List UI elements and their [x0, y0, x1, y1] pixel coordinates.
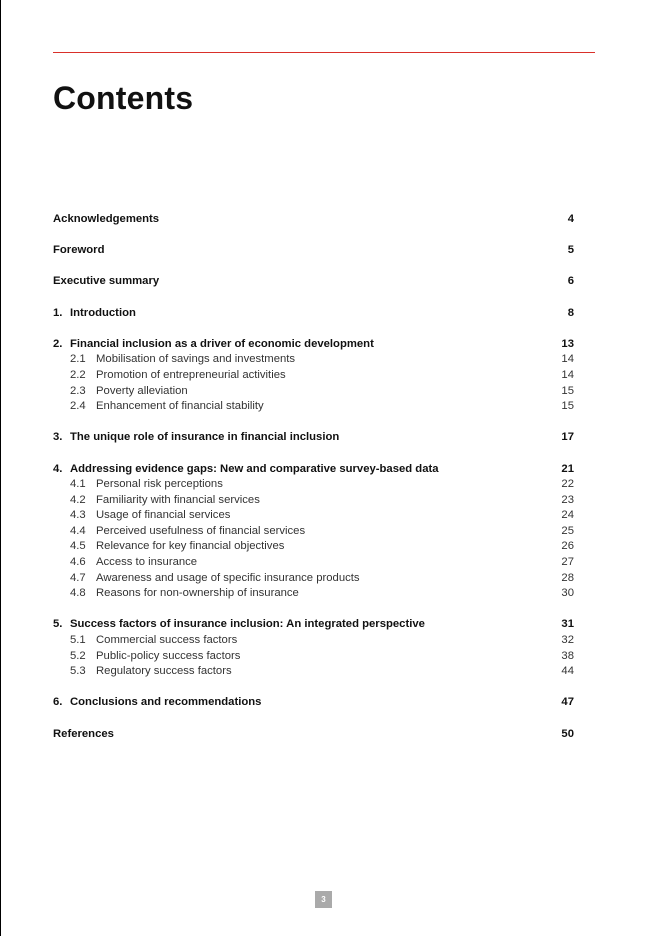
toc-entry-label: References: [53, 727, 114, 740]
toc-subentry-number: 4.7: [70, 571, 86, 584]
toc-subentry-number: 4.4: [70, 524, 86, 537]
toc-subentry-4-1[interactable]: [53, 477, 574, 493]
toc-subentry-4-8[interactable]: [53, 586, 574, 602]
toc-entry-page: 13: [561, 337, 574, 350]
toc-subentry-5-2[interactable]: [53, 649, 574, 665]
toc-entry-label: Foreword: [53, 244, 105, 257]
toc-entry-chapter-2[interactable]: [53, 337, 574, 353]
toc-subentry-label: Access to insurance: [96, 556, 198, 569]
toc-subentry-4-2[interactable]: [53, 493, 574, 509]
toc-subentry-page: 14: [561, 368, 574, 381]
toc-entry-label: Executive summary: [53, 275, 160, 288]
toc-subentry-number: 2.4: [70, 400, 86, 413]
toc-entry-page: 47: [561, 696, 574, 709]
toc-entry-number: 3.: [53, 431, 63, 444]
toc-subentry-label: Usage of financial services: [96, 509, 231, 522]
toc-subentry-page: 25: [561, 524, 574, 537]
top-rule-divider: [53, 52, 595, 53]
toc-entry-executive-summary[interactable]: [53, 274, 574, 290]
toc-entry-label: Acknowledgements: [53, 213, 160, 225]
toc-entry-page: 50: [561, 727, 574, 740]
toc-entry-label: Addressing evidence gaps: New and comparative survey-based data: [70, 462, 439, 475]
toc-subentry-5-3[interactable]: [53, 664, 574, 680]
toc-entry-label: Financial inclusion as a driver of economic development: [70, 337, 374, 350]
toc-subentry-number: 5.2: [70, 649, 86, 662]
toc-subentry-label: Poverty alleviation: [96, 384, 188, 397]
toc-entry-number: 4.: [53, 462, 63, 475]
toc-entry-page: 21: [561, 462, 574, 475]
toc-entry-page: 31: [561, 618, 574, 631]
toc-subentry-label: Mobilisation of savings and investments: [96, 353, 296, 366]
toc-subentry-5-1[interactable]: [53, 633, 574, 649]
toc-subentry-2-2[interactable]: [53, 368, 574, 384]
toc-entry-label: The unique role of insurance in financial inclusion: [70, 431, 340, 444]
toc-subentry-label: Personal risk perceptions: [96, 478, 223, 491]
toc-subentry-page: 15: [561, 384, 574, 397]
toc-subentry-label: Promotion of entrepreneurial activities: [96, 368, 286, 381]
page-number-badge: 3: [315, 891, 332, 908]
toc-subentry-label: Reasons for non-ownership of insurance: [96, 587, 299, 600]
toc-subentry-page: 38: [561, 649, 574, 662]
toc-subentry-page: 26: [561, 540, 574, 553]
toc-subentry-page: 44: [561, 665, 574, 678]
toc-subentry-label: Commercial success factors: [96, 634, 238, 647]
toc-entry-page: 4: [567, 213, 574, 225]
toc-entry-chapter-5[interactable]: [53, 617, 574, 633]
toc-entry-chapter-6[interactable]: [53, 695, 574, 711]
page-left-border: [0, 0, 1, 936]
toc-subentry-number: 4.8: [70, 587, 86, 600]
toc-subentry-4-3[interactable]: [53, 508, 574, 524]
toc-subentry-number: 5.1: [70, 634, 86, 647]
toc-subentry-number: 2.3: [70, 384, 86, 397]
toc-subentry-page: 22: [561, 478, 574, 491]
toc-subentry-label: Familiarity with financial services: [96, 493, 260, 506]
toc-subentry-label: Relevance for key financial objectives: [96, 540, 285, 553]
toc-subentry-label: Regulatory success factors: [96, 665, 232, 678]
toc-subentry-4-6[interactable]: [53, 555, 574, 571]
toc-subentry-page: 27: [561, 556, 574, 569]
toc-entry-label: Conclusions and recommendations: [70, 696, 262, 709]
toc-entry-number: 5.: [53, 618, 63, 631]
toc-subentry-number: 4.6: [70, 556, 86, 569]
toc-subentry-2-4[interactable]: [53, 399, 574, 415]
toc-subentry-2-1[interactable]: [53, 352, 574, 368]
toc-entry-number: 2.: [53, 337, 63, 350]
toc-subentry-number: 2.2: [70, 368, 86, 381]
toc-subentry-page: 15: [561, 400, 574, 413]
toc-entry-introduction[interactable]: [53, 306, 574, 322]
toc-entry-number: 1.: [53, 306, 63, 319]
toc-subentry-number: 4.1: [70, 478, 86, 491]
toc-subentry-4-5[interactable]: [53, 539, 574, 555]
toc-subentry-page: 28: [561, 571, 574, 584]
toc-subentry-label: Public-policy success factors: [96, 649, 241, 662]
toc-subentry-4-4[interactable]: [53, 524, 574, 540]
toc-subentry-label: Enhancement of financial stability: [96, 400, 264, 413]
toc-entry-page: 5: [567, 244, 574, 257]
table-of-contents: [53, 212, 574, 742]
toc-entry-chapter-4[interactable]: [53, 462, 574, 478]
toc-entry-page: 17: [561, 431, 574, 444]
toc-subentry-number: 4.3: [70, 509, 86, 522]
toc-subentry-page: 32: [561, 634, 574, 647]
toc-entry-chapter-3[interactable]: [53, 430, 574, 446]
page-title: Contents: [53, 80, 194, 116]
toc-subentry-label: Awareness and usage of specific insurance products: [96, 571, 360, 584]
toc-entry-page: 6: [567, 275, 574, 288]
toc-subentry-page: 30: [561, 587, 574, 600]
toc-entry-acknowledgements[interactable]: [53, 212, 574, 228]
toc-subentry-page: 23: [561, 493, 574, 506]
toc-entry-references[interactable]: [53, 727, 574, 743]
toc-entry-label: Success factors of insurance inclusion: An integrated perspective: [70, 618, 425, 631]
toc-entry-label: Introduction: [70, 306, 136, 319]
toc-subentry-label: Perceived usefulness of financial services: [96, 524, 306, 537]
toc-subentry-page: 24: [561, 509, 574, 522]
toc-entry-foreword[interactable]: [53, 243, 574, 259]
toc-subentry-page: 14: [561, 353, 574, 366]
toc-subentry-number: 4.2: [70, 493, 86, 506]
toc-subentry-4-7[interactable]: [53, 571, 574, 587]
toc-entry-number: 6.: [53, 696, 63, 709]
toc-subentry-number: 4.5: [70, 540, 86, 553]
toc-subentry-number: 2.1: [70, 353, 86, 366]
toc-subentry-2-3[interactable]: [53, 384, 574, 400]
toc-subentry-number: 5.3: [70, 665, 86, 678]
toc-entry-page: 8: [567, 306, 574, 319]
